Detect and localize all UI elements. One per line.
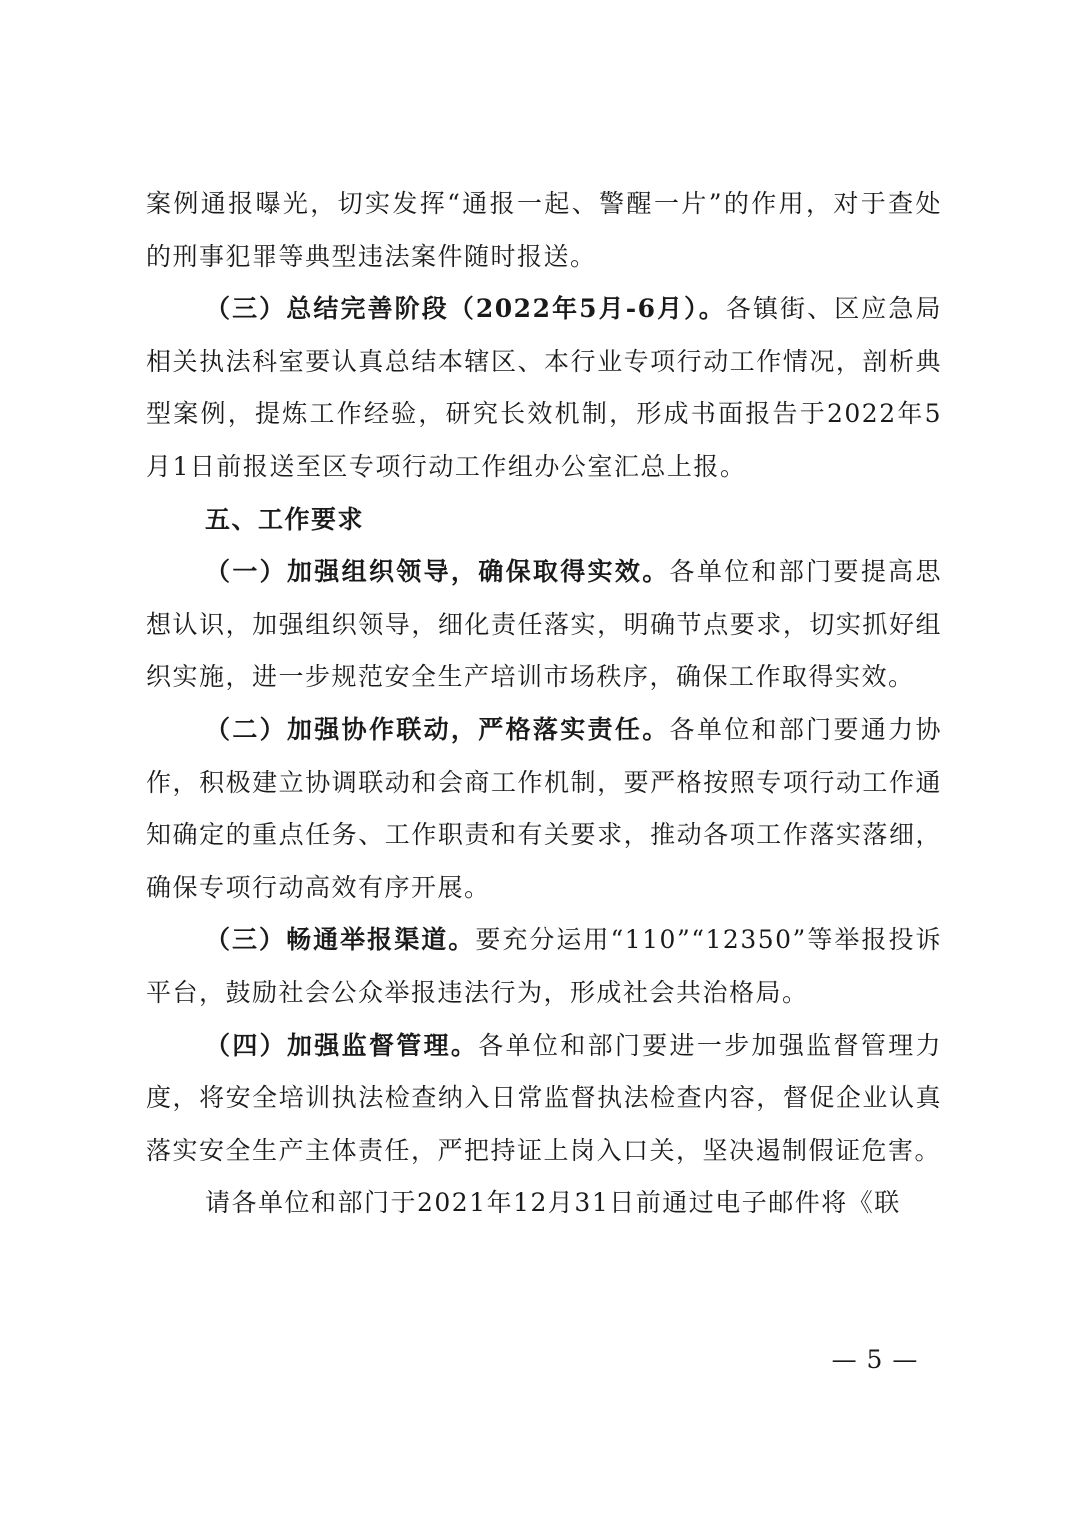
document-body: [146, 178, 942, 1230]
paragraph-submission-request: [146, 1177, 942, 1230]
paragraph-organization: [146, 546, 942, 704]
paragraph-text: 各单位和部门要进一步加强监督管理力度，将安全培训执法检查纳入日常监督执法检查内容，督促企业认真落实安全生产主体责任，严把持证上岗入口关，坚决遏制假证危害。: [146, 1030, 942, 1165]
paragraph-text: 各单位和部门要通力协作，积极建立协调联动和会商工作机制，要严格按照专项行动工作通知确定的重点任务、工作职责和有关要求，推动各项工作落实落细，确保专项行动高效有序开展。: [146, 714, 942, 902]
paragraph-text: 案例通报曝光，切实发挥“通报一起、警醒一片”的作用，对于查处的刑事犯罪等典型违法案件随时报送。: [146, 189, 942, 271]
paragraph-lead: （三）总结完善阶段（2022年5月-6月）。: [205, 294, 726, 324]
paragraph-text: 各单位和部门要提高思想认识，加强组织领导，细化责任落实，明确节点要求，切实抓好组织实施，进一步规范安全生产培训市场秩序，确保工作取得实效。: [146, 557, 942, 692]
section-heading: 五、工作要求: [205, 504, 365, 534]
paragraph-lead: （一）加强组织领导，确保取得实效。: [205, 557, 670, 587]
page-number: — 5 —: [831, 1345, 919, 1374]
paragraph-summary-stage: [146, 283, 942, 493]
paragraph-cooperation: [146, 704, 942, 914]
paragraph-text: 各镇街、区应急局相关执法科室要认真总结本辖区、本行业专项行动工作情况，剖析典型案例，提炼工作经验，研究长效机制，形成书面报告于2022年5月1日前报送至区专项行动工作组办公室汇总上报。: [146, 294, 942, 481]
paragraph-lead: （四）加强监督管理。: [205, 1030, 479, 1060]
paragraph-reporting-channels: [146, 914, 942, 1019]
paragraph-continued: [146, 178, 942, 283]
paragraph-lead: （二）加强协作联动，严格落实责任。: [205, 714, 670, 744]
paragraph-supervision: [146, 1020, 942, 1178]
paragraph-text: 要充分运用“110”“12350”等举报投诉平台，鼓励社会公众举报违法行为，形成社会共治格局。: [146, 925, 942, 1007]
paragraph-lead: （三）畅通举报渠道。: [205, 925, 476, 955]
paragraph-text: 请各单位和部门于2021年12月31日前通过电子邮件将《联: [205, 1188, 901, 1218]
